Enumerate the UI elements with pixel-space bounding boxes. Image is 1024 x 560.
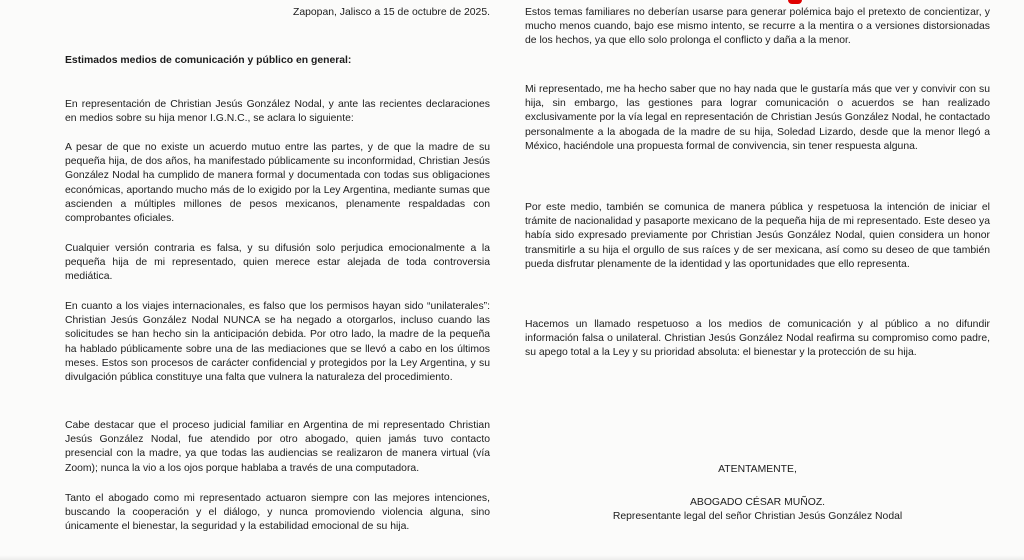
paragraph-judicial-process: Cabe destacar que el proceso judicial familiar en Argentina de mi representado Christian Jesús González Nodal, fue atendido por otro abogado, quien jamás tuvo contacto presencial con la madre, ya que todas las audiencias se realizaron de manera virtual (vía Zoom); nunca la vio a los ojos porque hablaba a través de una computadora. xyxy=(65,420,490,474)
greeting: Estimados medios de comunicación y público en general: xyxy=(65,55,352,66)
paragraph-call-to-media: Hacemos un llamado respetuoso a los medios de comunicación y al público a no difundir información falsa o unilateral. Christian Jesús González Nodal reafirma su compromiso como padre, su apego total a la Ley y su prioridad absoluta: el bienestar y la protección de su hija. xyxy=(525,319,990,359)
page-edge-shadow xyxy=(0,555,1024,560)
paragraph-intentions: Tanto el abogado como mi representado actuaron siempre con las mejores intenciones, buscando la cooperación y el diálogo, y nunca promoviendo violencia alguna, sino únicamente el bienestar, la seguridad y la estabilidad emocional de su hija. xyxy=(65,493,490,533)
paragraph-travel-permits: En cuanto a los viajes internacionales, es falso que los permisos hayan sido “unilaterales”: Christian Jesús González Nodal NUNCA se ha negado a otorgarlos, incluso cuando las solicitudes se han hecho sin la anticipación debida. Por otro lado, la madre de la pequeña ha hablado públicamente sobre una de las mediaciones que se llevó a cabo en los últimos meses. Estos son procesos de carácter confidencial y protegidos por la Ley Argentina, y su divulgación pública constituye una falta que vulnera la naturaleza del procedimiento. xyxy=(65,301,490,384)
paragraph-obligations: A pesar de que no existe un acuerdo mutuo entre las partes, y de que la madre de su pequeña hija, de dos años, ha manifestado públicamente su inconformidad, Christian Jesús González Nodal ha cumplido de manera formal y documentada con todas sus obligaciones económicas, aportando mucho más de lo exigido por la Ley Argentina, mediante sumas que ascienden a múltiples millones de pesos mexicanos, plenamente respaldadas con comprobantes oficiales. xyxy=(65,142,490,225)
signer-title: Representante legal del señor Christian Jesús González Nodal xyxy=(612,511,903,522)
paragraph-family-topics: Estos temas familiares no deberían usarse para generar polémica bajo el pretexto de concientizar, y mucho menos cuando, bajo ese mismo intento, se recurre a la mentira o a versiones distorsionadas de los hechos, ya que ello solo prolonga el conflicto y daña a la menor. xyxy=(525,7,990,47)
paragraph-intro: En representación de Christian Jesús González Nodal, y ante las recientes declaraciones en medios sobre su hija menor I.G.N.C., se aclara lo siguiente: xyxy=(65,99,490,125)
signer-name: ABOGADO CÉSAR MUÑOZ. xyxy=(689,497,826,508)
paragraph-nationality: Por este medio, también se comunica de manera pública y respetuosa la intención de iniciar el trámite de nacionalidad y pasaporte mexicano de la pequeña hija de mi representado. Este deseo ya había sido expresado previamente por Christian Jesús González Nodal, quien considera un honor transmitirle a su hija el orgullo de sus raíces y de ser mexicana, así como su deseo de que también pueda disfrutar plenamente de la identidad y las oportunidades que ello representa. xyxy=(525,202,990,270)
paragraph-false-version: Cualquier versión contraria es falsa, y su difusión solo perjudica emocionalmente a la pequeña hija de mi representado, quien merece estar alejada de toda controversia mediática. xyxy=(65,243,490,283)
paragraph-coexistence: Mi representado, me ha hecho saber que no hay nada que le gustaría más que ver y convivir con su hija, sin embargo, las gestiones para lograr comunicación o acuerdos se han realizado exclusivamente por la vía legal en representación de Christian Jesús González Nodal, he contactado personalmente a la abogada de la madre de su hija, Soledad Lizardo, desde que la menor llegó a México, haciéndole una propuesta formal de convivencia, sin tener respuesta alguna. xyxy=(525,84,990,152)
date-line: Zapopan, Jalisco a 15 de octubre de 2025. xyxy=(293,7,490,18)
red-mark-fragment xyxy=(788,0,802,4)
closing: ATENTAMENTE, xyxy=(718,464,797,475)
